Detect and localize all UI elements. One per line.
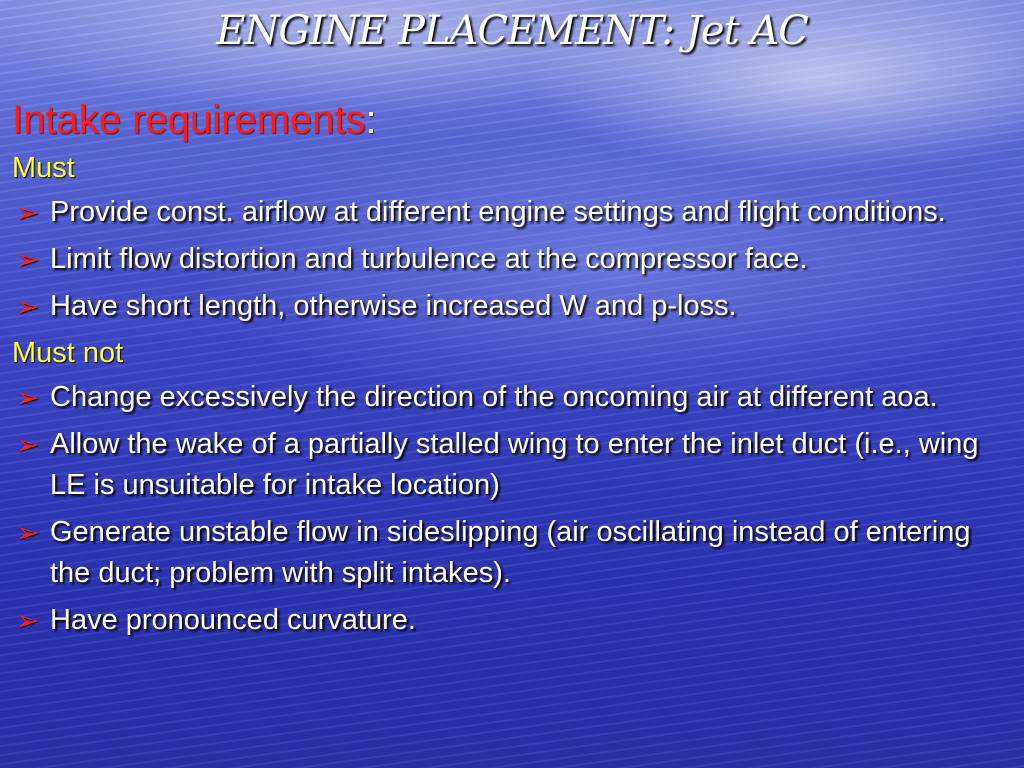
arrow-bullet-icon: ➢ bbox=[16, 381, 40, 414]
bullet-item bbox=[12, 192, 1012, 233]
arrow-bullet-icon: ➢ bbox=[16, 604, 40, 637]
bullet-text: Have pronounced curvature. bbox=[50, 604, 416, 636]
arrow-bullet-icon: ➢ bbox=[16, 290, 40, 323]
bullet-text: Limit flow distortion and turbulence at the compressor face. bbox=[50, 243, 808, 275]
bullet-item bbox=[12, 600, 1012, 641]
must-label: Must bbox=[12, 152, 75, 184]
arrow-bullet-icon: ➢ bbox=[16, 428, 40, 461]
bullet-text: Provide const. airflow at different engine settings and flight conditions. bbox=[50, 196, 946, 228]
must-not-label: Must not bbox=[12, 337, 124, 369]
bullet-text: Allow the wake of a partially stalled wing to enter the inlet duct (i.e., wing LE is unsuitable for intake location) bbox=[50, 428, 979, 501]
arrow-bullet-icon: ➢ bbox=[16, 516, 40, 549]
slide-title: ENGINE PLACEMENT: Jet AC bbox=[216, 8, 808, 54]
section-heading bbox=[12, 96, 1012, 144]
slide-content bbox=[12, 96, 1012, 647]
bullet-text: Change excessively the direction of the oncoming air at different aoa. bbox=[50, 381, 938, 413]
arrow-bullet-icon: ➢ bbox=[16, 243, 40, 276]
bullet-item bbox=[12, 377, 1012, 418]
bullet-text: Have short length, otherwise increased W and p-loss. bbox=[50, 290, 737, 322]
bullet-text: Generate unstable flow in sideslipping (air oscillating instead of entering the duct; problem with split intakes). bbox=[50, 516, 971, 589]
bullet-item bbox=[12, 239, 1012, 280]
bullet-item bbox=[12, 512, 1012, 594]
arrow-bullet-icon: ➢ bbox=[16, 196, 40, 229]
bullet-item bbox=[12, 286, 1012, 327]
section-heading-text: Intake requirements bbox=[12, 98, 366, 142]
section-heading-colon: : bbox=[365, 98, 377, 142]
bullet-item bbox=[12, 424, 1012, 506]
